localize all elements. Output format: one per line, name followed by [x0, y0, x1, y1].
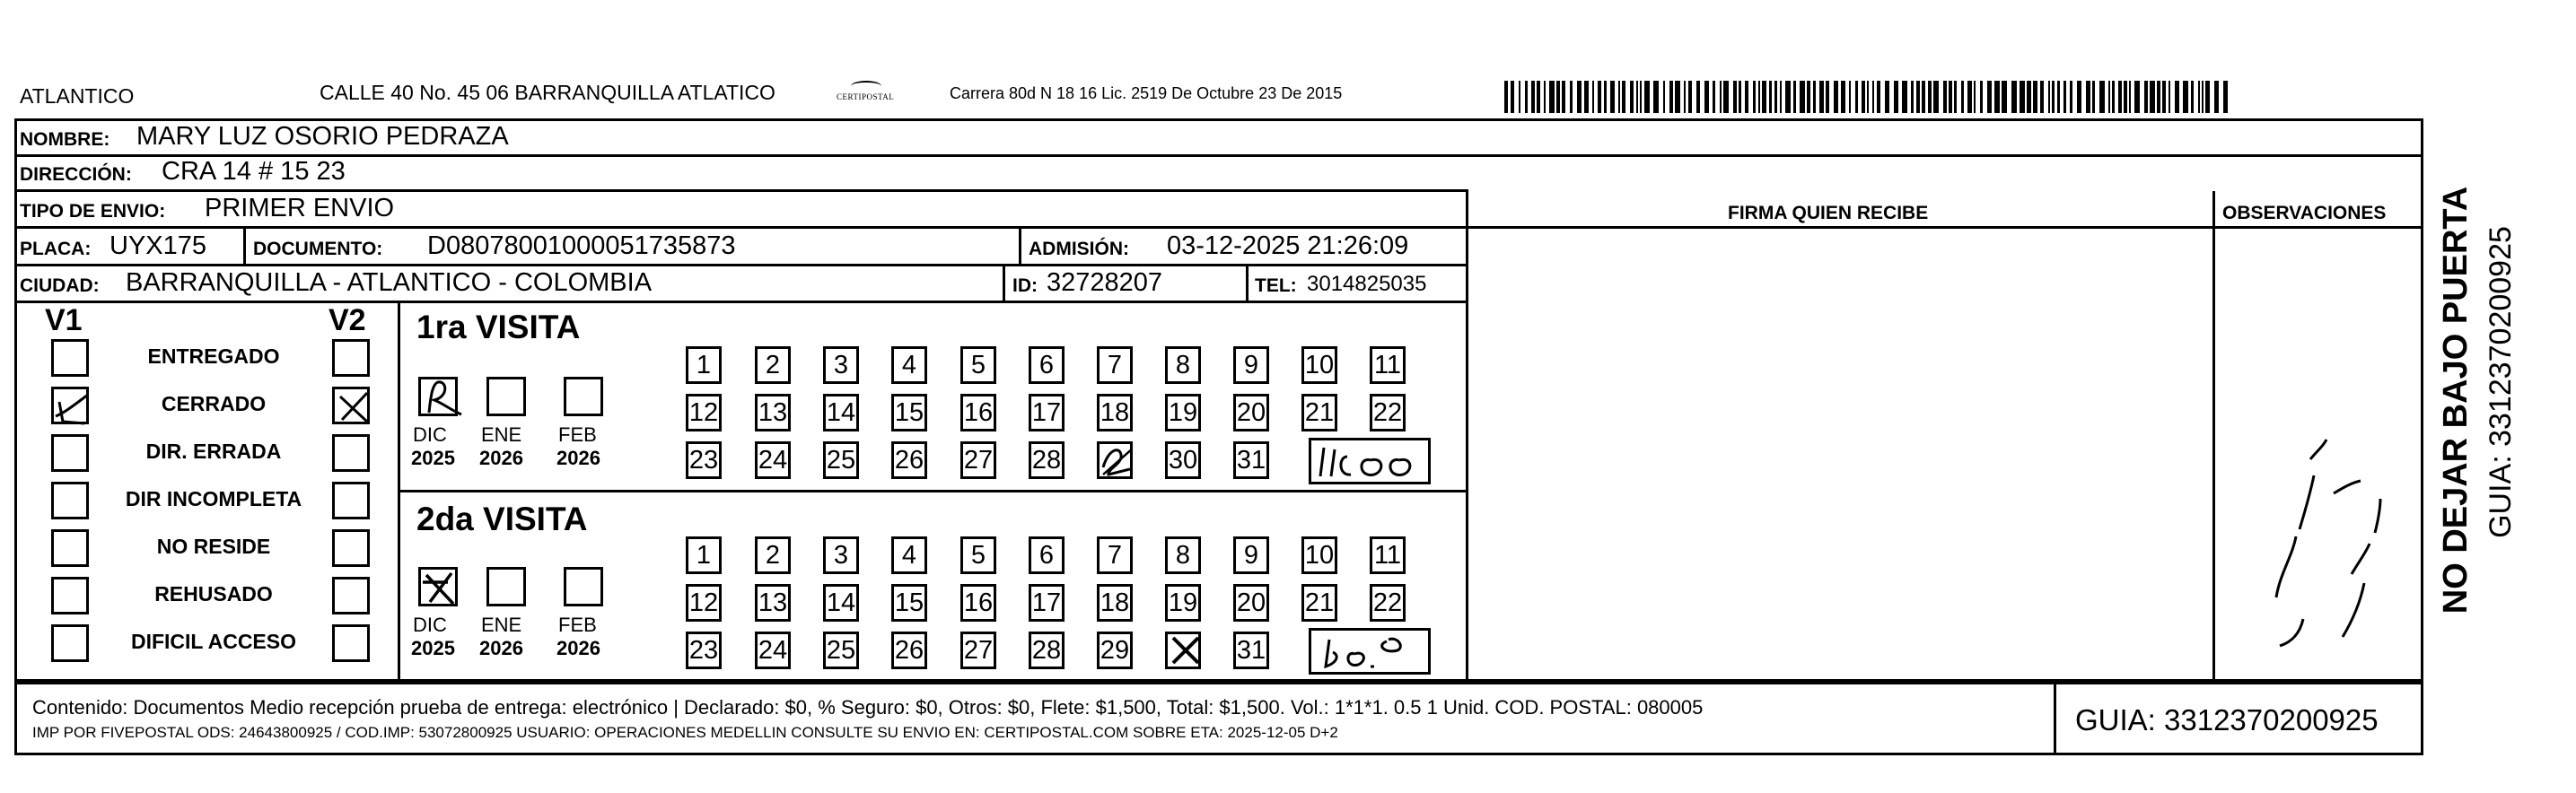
status-label-4: NO RESIDE: [156, 535, 271, 558]
shipping-type: PRIMER ENVIO: [205, 194, 395, 222]
visit2-month-box-0[interactable]: [418, 567, 458, 606]
status-label-1: CERRADO: [161, 392, 267, 415]
v2-checkbox-2[interactable]: [332, 434, 370, 472]
footer-frame: [14, 682, 2423, 755]
barcode: [1504, 81, 2240, 113]
day-21-visit1[interactable]: 21: [1301, 394, 1337, 431]
city-label: CIUDAD:: [20, 275, 100, 296]
visit2-month-2: FEB: [558, 614, 597, 636]
status-label-3: DIR INCOMPLETA: [125, 487, 302, 510]
handwritten-mark-dic-v1: [422, 377, 467, 422]
day-4-visit2[interactable]: 4: [891, 536, 927, 574]
document-value: D08078001000051735873: [427, 231, 736, 260]
visit2-year-1: 2026: [479, 637, 523, 659]
v1-checkbox-5[interactable]: [51, 577, 89, 614]
v2-checkbox-4[interactable]: [332, 529, 370, 567]
day-27-visit1[interactable]: 27: [960, 441, 996, 479]
day-10-visit1[interactable]: 10: [1301, 346, 1337, 384]
side-guia: GUIA: 3312370200925: [2484, 226, 2518, 538]
day-29-visit1[interactable]: [1097, 441, 1133, 479]
v1-checkbox-3[interactable]: [51, 482, 89, 519]
day-20-visit2[interactable]: 20: [1233, 584, 1269, 622]
v2-label: V2: [329, 303, 366, 337]
recipient-name: MARY LUZ OSORIO PEDRAZA: [136, 122, 509, 151]
status-label-6: DIFICIL ACCESO: [130, 630, 297, 653]
day-11-visit2[interactable]: 11: [1370, 536, 1406, 574]
footer-content: Contenido: Documentos Medio recepción prueba de entrega: electrónico | Declarado: $0, % Seguro: $0, Otros: $0, Flete: $1,500, Total: $1,500. Vol.: 1*1*1. 0.5 1 Unid. COD. POSTAL: 080005: [32, 696, 1704, 719]
visit2-year-0: 2025: [411, 637, 455, 659]
day-9-visit2[interactable]: 9: [1233, 536, 1269, 574]
day-15-visit1[interactable]: 15: [891, 394, 927, 431]
visit2-title: 2da VISITA: [416, 501, 588, 537]
plate-label: PLACA:: [20, 239, 92, 259]
v1-checkbox-1[interactable]: [51, 387, 89, 424]
day-25-visit2[interactable]: 25: [823, 632, 859, 669]
day-27-visit2[interactable]: 27: [960, 632, 996, 669]
day-30-visit2[interactable]: [1165, 632, 1201, 669]
recipient-address: CRA 14 # 15 23: [162, 157, 346, 186]
status-label-5: REHUSADO: [154, 582, 273, 606]
day-8-visit1[interactable]: 8: [1165, 346, 1201, 384]
visit1-month-box-1[interactable]: [486, 377, 526, 416]
visit1-title: 1ra VISITA: [416, 309, 581, 345]
visit1-year-2: 2026: [556, 447, 600, 469]
visit1-month-0: DIC: [413, 423, 447, 446]
day-3-visit1[interactable]: 3: [823, 346, 859, 384]
region-label: ATLANTICO: [20, 84, 135, 108]
visit1-month-box-2[interactable]: [564, 377, 603, 416]
day-28-visit2[interactable]: 28: [1029, 632, 1065, 669]
day-6-visit2[interactable]: 6: [1029, 536, 1065, 574]
status-label-0: ENTREGADO: [147, 344, 280, 368]
v1-label: V1: [45, 303, 83, 337]
visit1-year-1: 2026: [479, 447, 523, 469]
footer-print-info: IMP POR FIVEPOSTAL ODS: 24643800925 / COD.IMP: 53072800925 USUARIO: OPERACIONES MEDELLIN CONSULTE SU ENVIO EN: CERTIPOSTAL.COM SOBRE ETA: 2025-12-05 D+2: [32, 724, 1338, 741]
v1-checkbox-0[interactable]: [51, 339, 89, 377]
day-15-visit2[interactable]: 15: [891, 584, 927, 622]
day-2-visit2[interactable]: 2: [755, 536, 791, 574]
day-29-visit2[interactable]: 29: [1097, 632, 1133, 669]
certipostal-logo: CERTIPOSTAL: [837, 92, 895, 101]
v2-checkbox-3[interactable]: [332, 482, 370, 519]
v1-checkbox-6[interactable]: [51, 624, 89, 662]
id-value: 32728207: [1047, 268, 1163, 297]
day-14-visit2[interactable]: 14: [823, 584, 859, 622]
city-value: BARRANQUILLA - ATLANTICO - COLOMBIA: [126, 268, 653, 297]
day-5-visit2[interactable]: 5: [960, 536, 996, 574]
day-13-visit1[interactable]: 13: [755, 394, 791, 431]
handwritten-box-visit2: [1309, 628, 1431, 675]
day-30-visit1[interactable]: 30: [1165, 441, 1201, 479]
license-info: Carrera 80d N 18 16 Lic. 2519 De Octubre 23 De 2015: [950, 84, 1343, 102]
observations-label: OBSERVACIONES: [2222, 203, 2387, 223]
v1-checkbox-2[interactable]: [51, 434, 89, 472]
day-5-visit1[interactable]: 5: [960, 346, 996, 384]
visit1-month-2: FEB: [558, 423, 597, 446]
visit2-month-0: DIC: [413, 614, 447, 636]
day-26-visit1[interactable]: 26: [891, 441, 927, 479]
tel-value: 3014825035: [1307, 272, 1427, 296]
day-10-visit2[interactable]: 10: [1301, 536, 1337, 574]
signature-label: FIRMA QUIEN RECIBE: [1728, 203, 1929, 223]
day-16-visit2[interactable]: 16: [960, 584, 996, 622]
day-17-visit1[interactable]: 17: [1029, 394, 1065, 431]
day-1-visit1[interactable]: 1: [686, 346, 722, 384]
v2-checkbox-6[interactable]: [332, 624, 370, 662]
day-9-visit1[interactable]: 9: [1233, 346, 1269, 384]
day-16-visit1[interactable]: 16: [960, 394, 996, 431]
v1-checkbox-4[interactable]: [51, 529, 89, 567]
day-3-visit2[interactable]: 3: [823, 536, 859, 574]
admission-label: ADMISIÓN:: [1029, 239, 1129, 259]
handwritten-box-visit1: [1309, 438, 1431, 484]
no-dejar-warning: NO DEJAR BAJO PUERTA: [2437, 186, 2475, 614]
day-13-visit2[interactable]: 13: [755, 584, 791, 622]
sender-address: CALLE 40 No. 45 06 BARRANQUILLA ATLATICO: [320, 81, 775, 104]
document-label: DOCUMENTO:: [253, 239, 383, 259]
day-14-visit1[interactable]: 14: [823, 394, 859, 431]
day-6-visit1[interactable]: 6: [1029, 346, 1065, 384]
day-2-visit1[interactable]: 2: [755, 346, 791, 384]
day-18-visit2[interactable]: 18: [1097, 584, 1133, 622]
day-21-visit2[interactable]: 21: [1301, 584, 1337, 622]
address-label: DIRECCIÓN:: [20, 164, 132, 185]
day-19-visit1[interactable]: 19: [1165, 394, 1201, 431]
visit1-month-1: ENE: [481, 423, 522, 446]
day-24-visit1[interactable]: 24: [755, 441, 791, 479]
visit2-year-2: 2026: [556, 637, 600, 659]
day-4-visit1[interactable]: 4: [891, 346, 927, 384]
v2-checkbox-1[interactable]: [332, 387, 370, 424]
visit2-month-box-1[interactable]: [486, 567, 526, 606]
shipping-type-label: TIPO DE ENVIO:: [20, 201, 166, 222]
v2-checkbox-0[interactable]: [332, 339, 370, 377]
observation-handwriting: [2217, 377, 2396, 664]
day-24-visit2[interactable]: 24: [755, 632, 791, 669]
day-1-visit2[interactable]: 1: [686, 536, 722, 574]
day-17-visit2[interactable]: 17: [1029, 584, 1065, 622]
logo-arc: [851, 81, 881, 92]
day-22-visit2[interactable]: 22: [1370, 584, 1406, 622]
day-7-visit2[interactable]: 7: [1097, 536, 1133, 574]
day-23-visit1[interactable]: 23: [686, 441, 722, 479]
visit1-year-0: 2025: [411, 447, 455, 469]
day-8-visit2[interactable]: 8: [1165, 536, 1201, 574]
name-label: NOMBRE:: [20, 129, 110, 150]
footer-guia: GUIA: 3312370200925: [2075, 703, 2379, 736]
visit2-month-box-2[interactable]: [564, 567, 603, 606]
day-19-visit2[interactable]: 19: [1165, 584, 1201, 622]
day-20-visit1[interactable]: 20: [1233, 394, 1269, 431]
day-31-visit1[interactable]: 31: [1233, 441, 1269, 479]
day-12-visit2[interactable]: 12: [686, 584, 722, 622]
id-label: ID:: [1012, 275, 1038, 296]
admission-value: 03-12-2025 21:26:09: [1167, 231, 1409, 260]
plate-value: UYX175: [110, 231, 207, 260]
day-31-visit2[interactable]: 31: [1233, 632, 1269, 669]
day-18-visit1[interactable]: 18: [1097, 394, 1133, 431]
day-22-visit1[interactable]: 22: [1370, 394, 1406, 431]
day-26-visit2[interactable]: 26: [891, 632, 927, 669]
day-11-visit1[interactable]: 11: [1370, 346, 1406, 384]
visit2-month-1: ENE: [481, 614, 522, 636]
day-12-visit1[interactable]: 12: [686, 394, 722, 431]
v2-checkbox-5[interactable]: [332, 577, 370, 614]
status-label-2: DIR. ERRADA: [145, 440, 282, 463]
day-7-visit1[interactable]: 7: [1097, 346, 1133, 384]
day-25-visit1[interactable]: 25: [823, 441, 859, 479]
day-23-visit2[interactable]: 23: [686, 632, 722, 669]
tel-label: TEL:: [1255, 275, 1297, 296]
day-28-visit1[interactable]: 28: [1029, 441, 1065, 479]
